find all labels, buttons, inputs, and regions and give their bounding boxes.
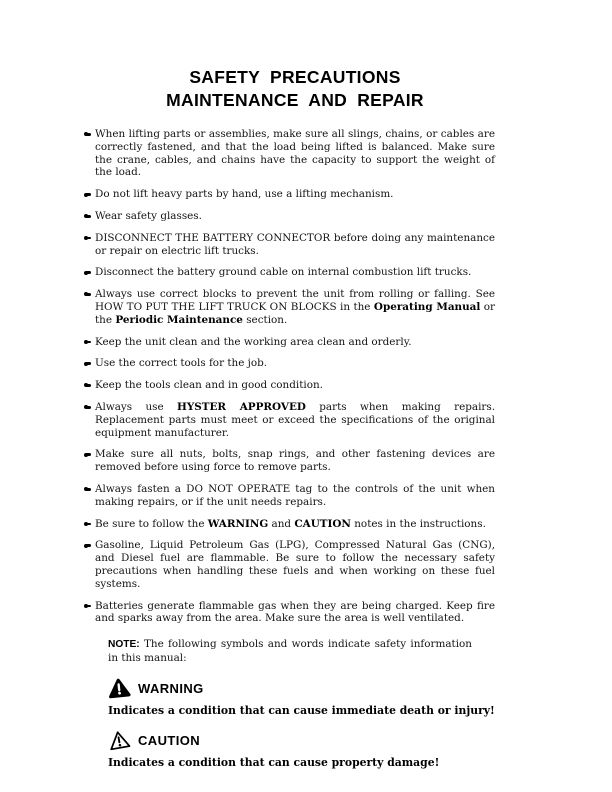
bullet-text: DISCONNECT THE BATTERY CONNECTOR before doing any maintenance or repair on electric lift trucks. — [95, 231, 495, 257]
list-item — [95, 266, 495, 279]
bullet-icon — [85, 271, 91, 274]
bullet-icon — [85, 605, 91, 608]
bullet-text: Wear safety glasses. — [95, 209, 202, 222]
list-item — [95, 483, 495, 509]
list-item — [95, 357, 495, 370]
bullet-text: Use the correct tools for the job. — [95, 357, 268, 370]
caution-heading: CAUTION — [138, 732, 201, 748]
warning-heading-row — [108, 678, 495, 699]
bullet-text: When lifting parts or assemblies, make sure all slings, chains, or cables are correctly fastened, and that the load being lifted is balanced. Make sure the crane, cables, and chains have the capacity to support the weight of the load. — [95, 128, 495, 179]
warning-heading: WARNING — [138, 680, 204, 696]
bullet-text: Keep the unit clean and the working area clean and orderly. — [95, 335, 412, 348]
bullet-text: Always fasten a DO NOT OPERATE tag to the controls of the unit when making repairs, or if the unit needs repairs. — [95, 482, 495, 508]
bullet-icon — [85, 215, 91, 218]
safety-bullet-list — [95, 128, 495, 625]
bullet-icon — [85, 384, 91, 387]
bullet-text: Always use HYSTER APPROVED parts when making repairs. Replacement parts must meet or exceed the specifications of the original equipment manufacturer. — [95, 400, 495, 439]
list-item — [95, 336, 495, 349]
bullet-icon — [85, 544, 91, 547]
list-item — [95, 600, 495, 626]
list-item — [95, 128, 495, 179]
caution-icon — [106, 728, 131, 752]
warning-description: Indicates a condition that can cause immediate death or injury! — [108, 703, 495, 717]
bullet-icon — [85, 237, 91, 240]
page-title-line2: MAINTENANCE AND REPAIR — [166, 90, 424, 110]
caution-description: Indicates a condition that can cause property damage! — [108, 755, 440, 769]
bullet-icon — [85, 453, 91, 456]
bullet-icon — [85, 488, 91, 491]
bullet-icon — [85, 133, 91, 136]
bullet-text: Always use correct blocks to prevent the unit from rolling or falling. See HOW TO PUT THE LIFT TRUCK ON BLOCKS in the Operating Manual or the Periodic Maintenance section. — [95, 288, 496, 326]
bullet-icon — [85, 523, 91, 526]
bullet-text: Gasoline, Liquid Petroleum Gas (LPG), Compressed Natural Gas (CNG), and Diesel fuel are flammable. Be sure to follow the necessary safety precautions when handling these fuels and when working on these fuel systems. — [95, 539, 495, 590]
list-item — [95, 401, 495, 439]
list-item — [95, 518, 495, 531]
bullet-icon — [85, 362, 91, 365]
bullet-text: Make sure all nuts, bolts, snap rings, and other fastening devices are removed before using force to remove parts. — [95, 448, 495, 474]
bullet-icon — [85, 341, 91, 344]
warning-block — [108, 678, 495, 717]
list-item — [95, 379, 495, 392]
caution-heading-row — [108, 730, 495, 751]
list-item — [95, 210, 495, 223]
bullet-icon — [85, 193, 91, 196]
page-title — [95, 66, 495, 112]
note-label: NOTE: — [108, 639, 140, 651]
bullet-text: Keep the tools clean and in good condition. — [95, 379, 323, 392]
bullet-text: Batteries generate flammable gas when they are being charged. Keep fire and sparks away from the area. Make sure the area is well ventilated. — [95, 599, 495, 625]
note-text: The following symbols and words indicate safety information in this manual: — [108, 638, 472, 664]
warning-icon — [107, 677, 131, 699]
bullet-text: Disconnect the battery ground cable on internal combustion lift trucks. — [95, 266, 472, 279]
page-title-line1: SAFETY PRECAUTIONS — [189, 67, 401, 87]
list-item — [95, 288, 495, 326]
bullet-text: Be sure to follow the WARNING and CAUTION notes in the instructions. — [95, 517, 486, 530]
caution-block — [108, 730, 495, 769]
list-item — [95, 188, 495, 201]
list-item — [95, 232, 495, 258]
bullet-icon — [85, 406, 91, 409]
bullet-text: Do not lift heavy parts by hand, use a lifting mechanism. — [95, 188, 394, 201]
bullet-icon — [85, 293, 91, 296]
list-item — [95, 448, 495, 474]
note-block — [108, 638, 472, 665]
list-item — [95, 539, 495, 590]
